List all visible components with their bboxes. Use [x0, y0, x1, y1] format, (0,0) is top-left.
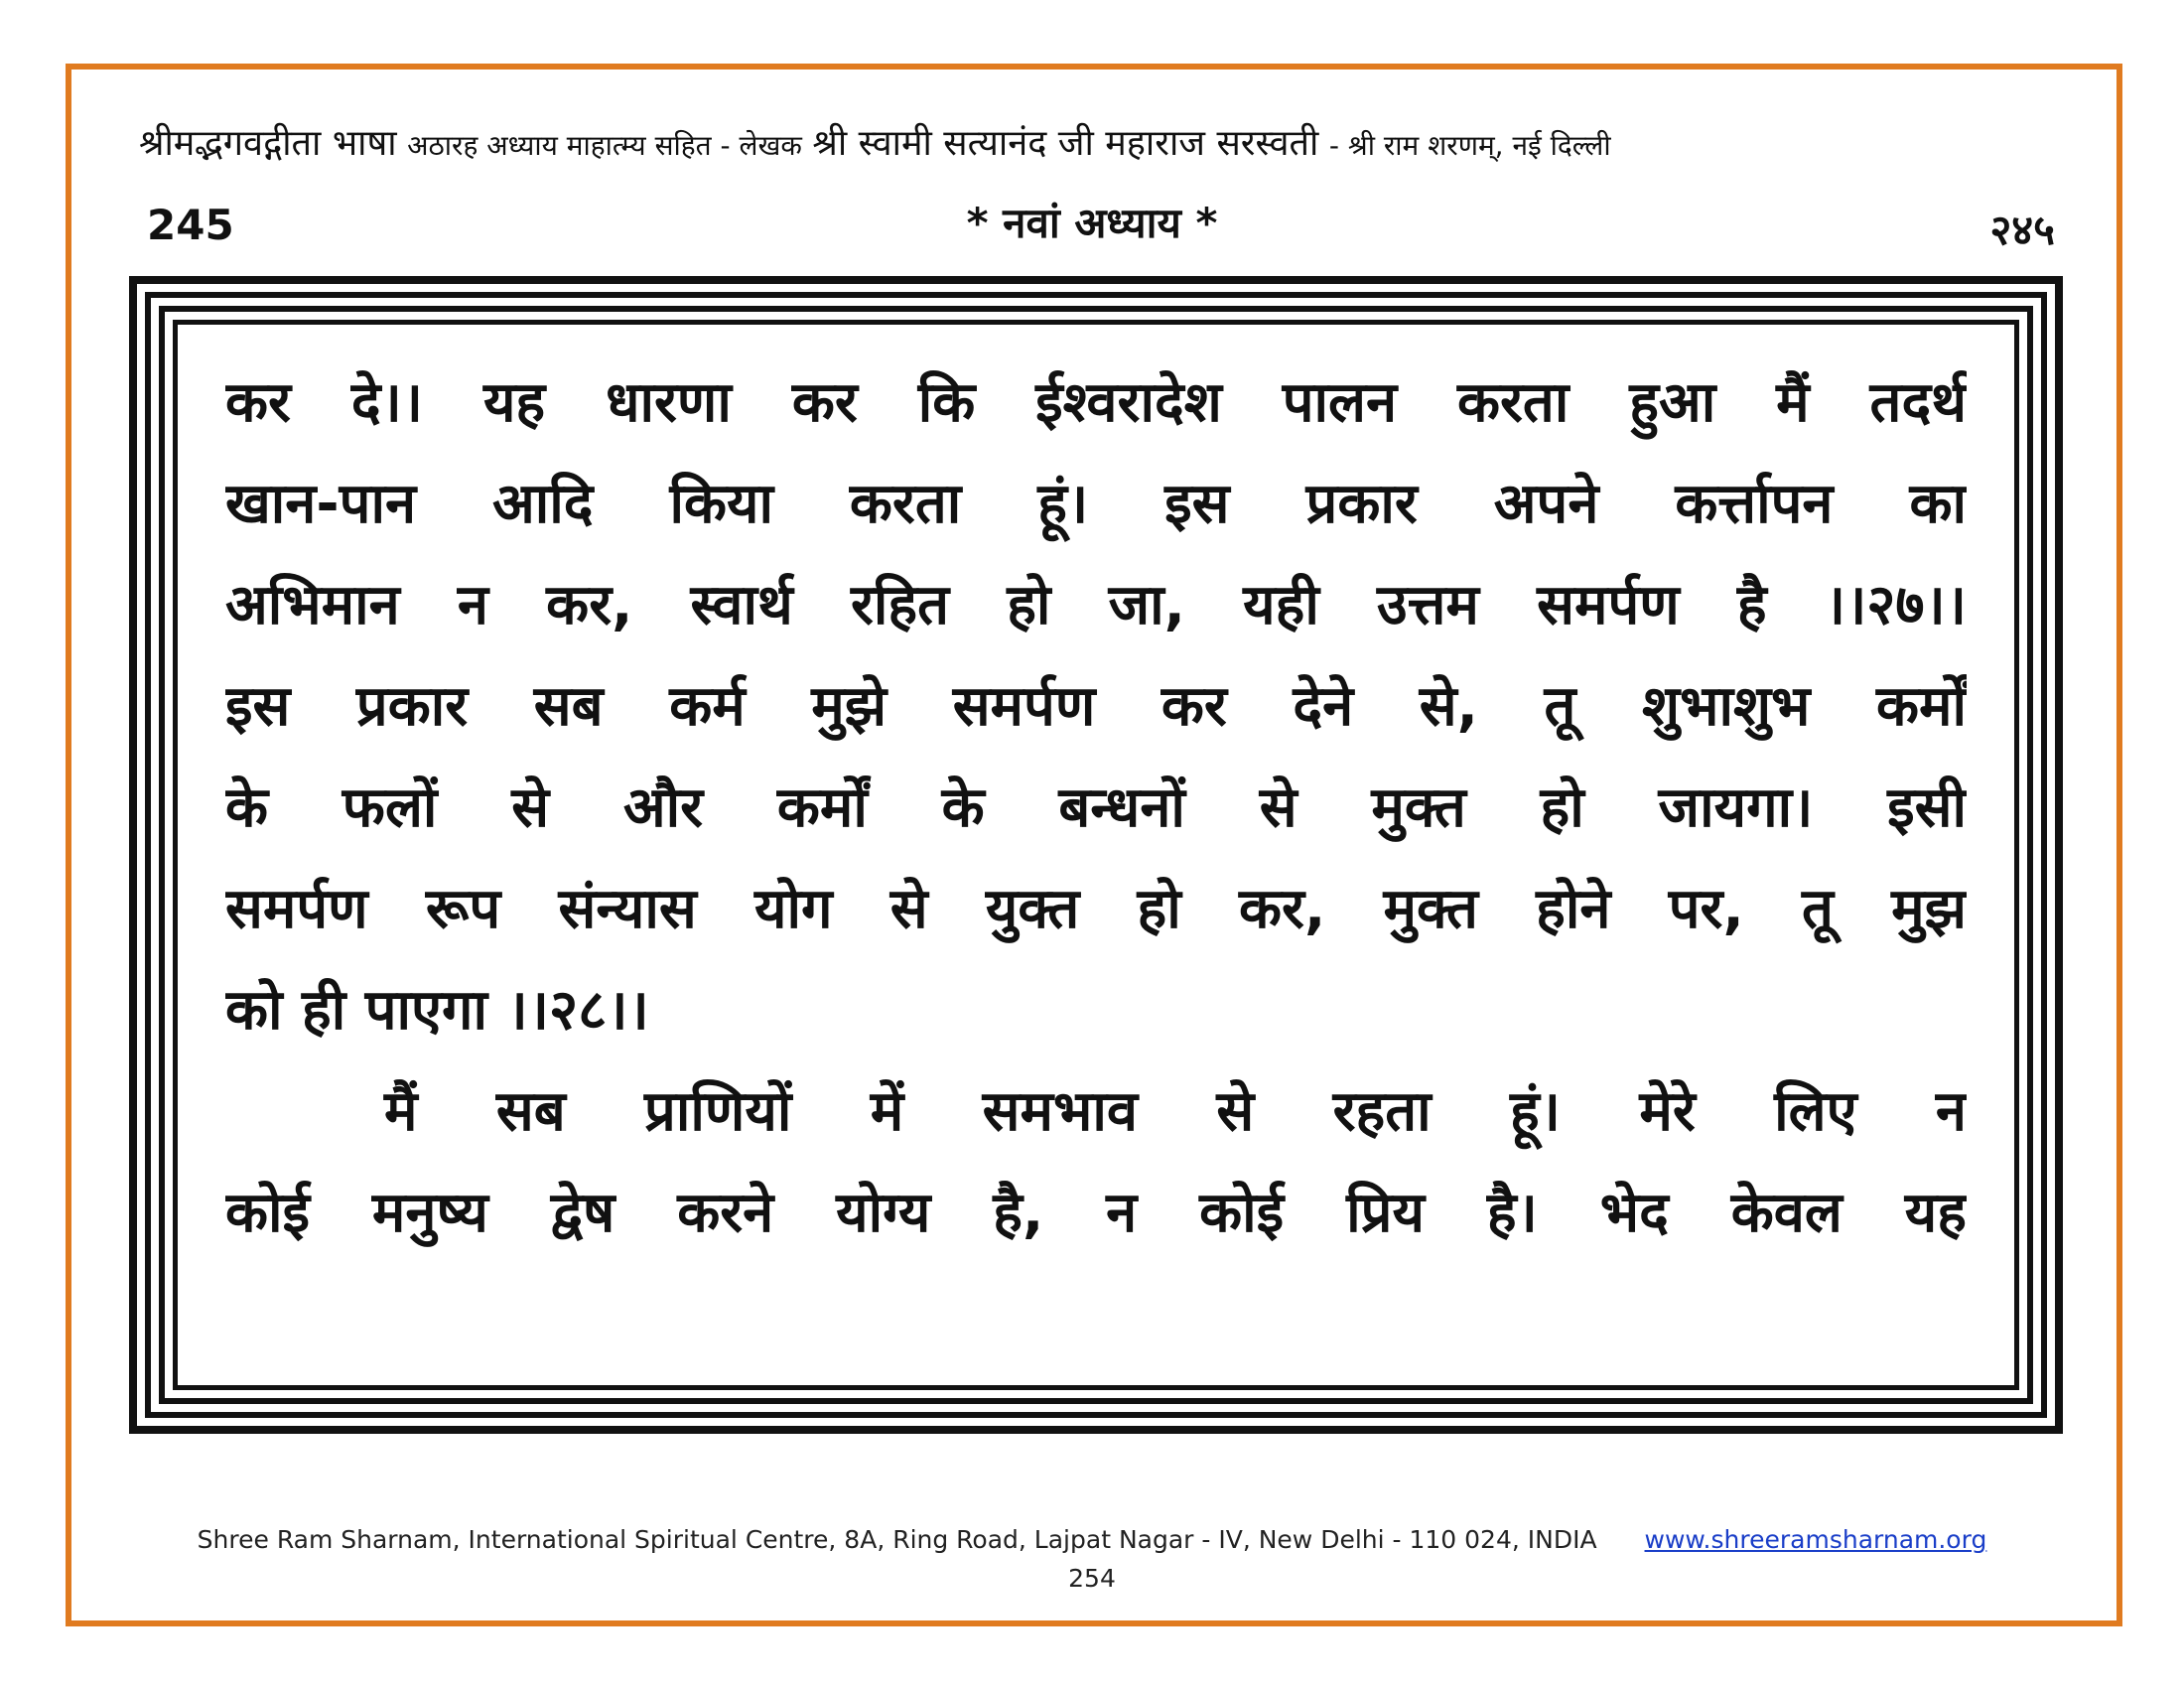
- book-author: श्री स्वामी सत्यानंद जी महाराज सरस्वती: [812, 123, 1319, 164]
- text-line-1: कर दे।। यह धारणा कर कि ईश्वरादेश पालन करता हुआ मैं तदर्थ: [225, 370, 1967, 435]
- footer-address: Shree Ram Sharnam, International Spiritual Centre, 8A, Ring Road, Lajpat Nagar - IV, New Delhi - 110 024, INDIA: [197, 1525, 1597, 1554]
- border-rule-2: [145, 292, 2047, 1418]
- book-title: श्रीमद्भगवद्गीता भाषा: [139, 123, 397, 164]
- page-number-arabic: 245: [147, 201, 234, 249]
- text-line-5: के फलों से और कर्मों के बन्धनों से मुक्त हो जायगा। इसी: [225, 775, 1967, 840]
- text-line-3: अभिमान न कर, स्वार्थ रहित हो जा, यही उत्तम समर्पण है ।।२७।।: [225, 573, 1967, 637]
- text-panel: [173, 320, 2019, 1390]
- page-number-devanagari: २४५: [1989, 206, 2055, 254]
- bordered-text-box: [129, 276, 2063, 1434]
- text-line-7: को ही पाएगा ।।२८।।: [225, 978, 649, 1043]
- footer-address-line: [0, 1525, 2184, 1554]
- book-subtitle: अठारह अध्याय माहात्म्य सहित - लेखक: [407, 129, 802, 162]
- book-publisher: - श्री राम शरणम्, नई दिल्ली: [1328, 129, 1611, 162]
- chapter-title: * नवां अध्याय *: [966, 199, 1218, 247]
- text-line-9: कोई मनुष्य द्वेष करने योग्य है, न कोई प्रिय है। भेद केवल यह: [225, 1181, 1967, 1245]
- text-line-8: मैं सब प्राणियों में समभाव से रहता हूं। मेरे लिए न: [384, 1079, 1967, 1144]
- text-line-4: इस प्रकार सब कर्म मुझे समर्पण कर देने से, तू शुभाशुभ कर्मों: [225, 674, 1967, 739]
- verse-text: [225, 352, 1967, 1264]
- website-link[interactable]: www.shreeramsharnam.org: [1644, 1525, 1987, 1554]
- footer-page-number: 254: [1068, 1564, 1116, 1593]
- book-header: [139, 117, 2065, 166]
- text-line-2: खान-पान आदि किया करता हूं। इस प्रकार अपने कर्त्तापन का: [225, 472, 1967, 536]
- text-line-6: समर्पण रूप संन्यास योग से युक्त हो कर, मुक्त होने पर, तू मुझ: [225, 877, 1967, 941]
- border-rule-3: [159, 306, 2033, 1404]
